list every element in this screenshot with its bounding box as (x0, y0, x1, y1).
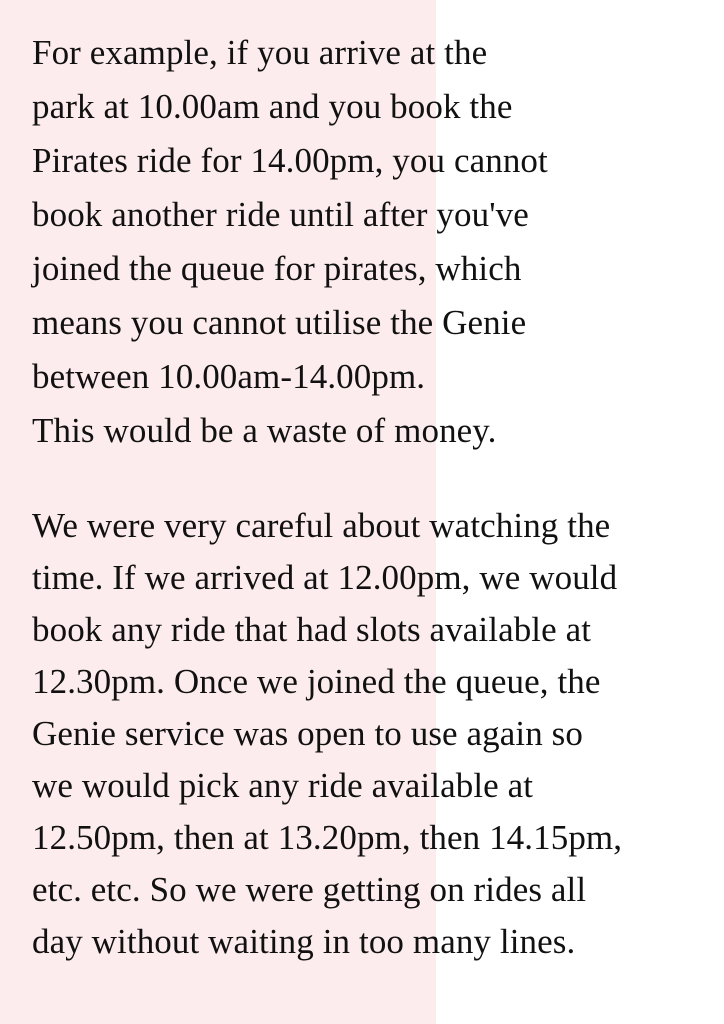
paragraph-strategy (32, 500, 622, 968)
paragraph-line: means you cannot utilise the Genie (32, 303, 527, 342)
paragraph-line: This would be a waste of money. (32, 411, 497, 450)
paragraph-line: etc. etc. So we were getting on rides all (32, 870, 587, 909)
paragraph-line: book another ride until after you've (32, 195, 529, 234)
paragraph-line: 12.50pm, then at 13.20pm, then 14.15pm, (32, 818, 623, 857)
paragraph-line: book any ride that had slots available at (32, 610, 592, 649)
paragraph-line: For example, if you arrive at the (32, 33, 488, 72)
paragraph-line: day without waiting in too many lines. (32, 922, 576, 961)
paragraph-example (32, 26, 548, 458)
paragraph-line: we would pick any ride available at (32, 766, 534, 805)
paragraph-line: joined the queue for pirates, which (32, 249, 522, 288)
paragraph-line: between 10.00am-14.00pm. (32, 357, 426, 396)
paragraph-line: We were very careful about watching the (32, 506, 611, 545)
paragraph-line: park at 10.00am and you book the (32, 87, 513, 126)
paragraph-line: Pirates ride for 14.00pm, you cannot (32, 141, 548, 180)
paragraph-line: Genie service was open to use again so (32, 714, 583, 753)
paragraph-line: 12.30pm. Once we joined the queue, the (32, 662, 601, 701)
paragraph-line: time. If we arrived at 12.00pm, we would (32, 558, 618, 597)
